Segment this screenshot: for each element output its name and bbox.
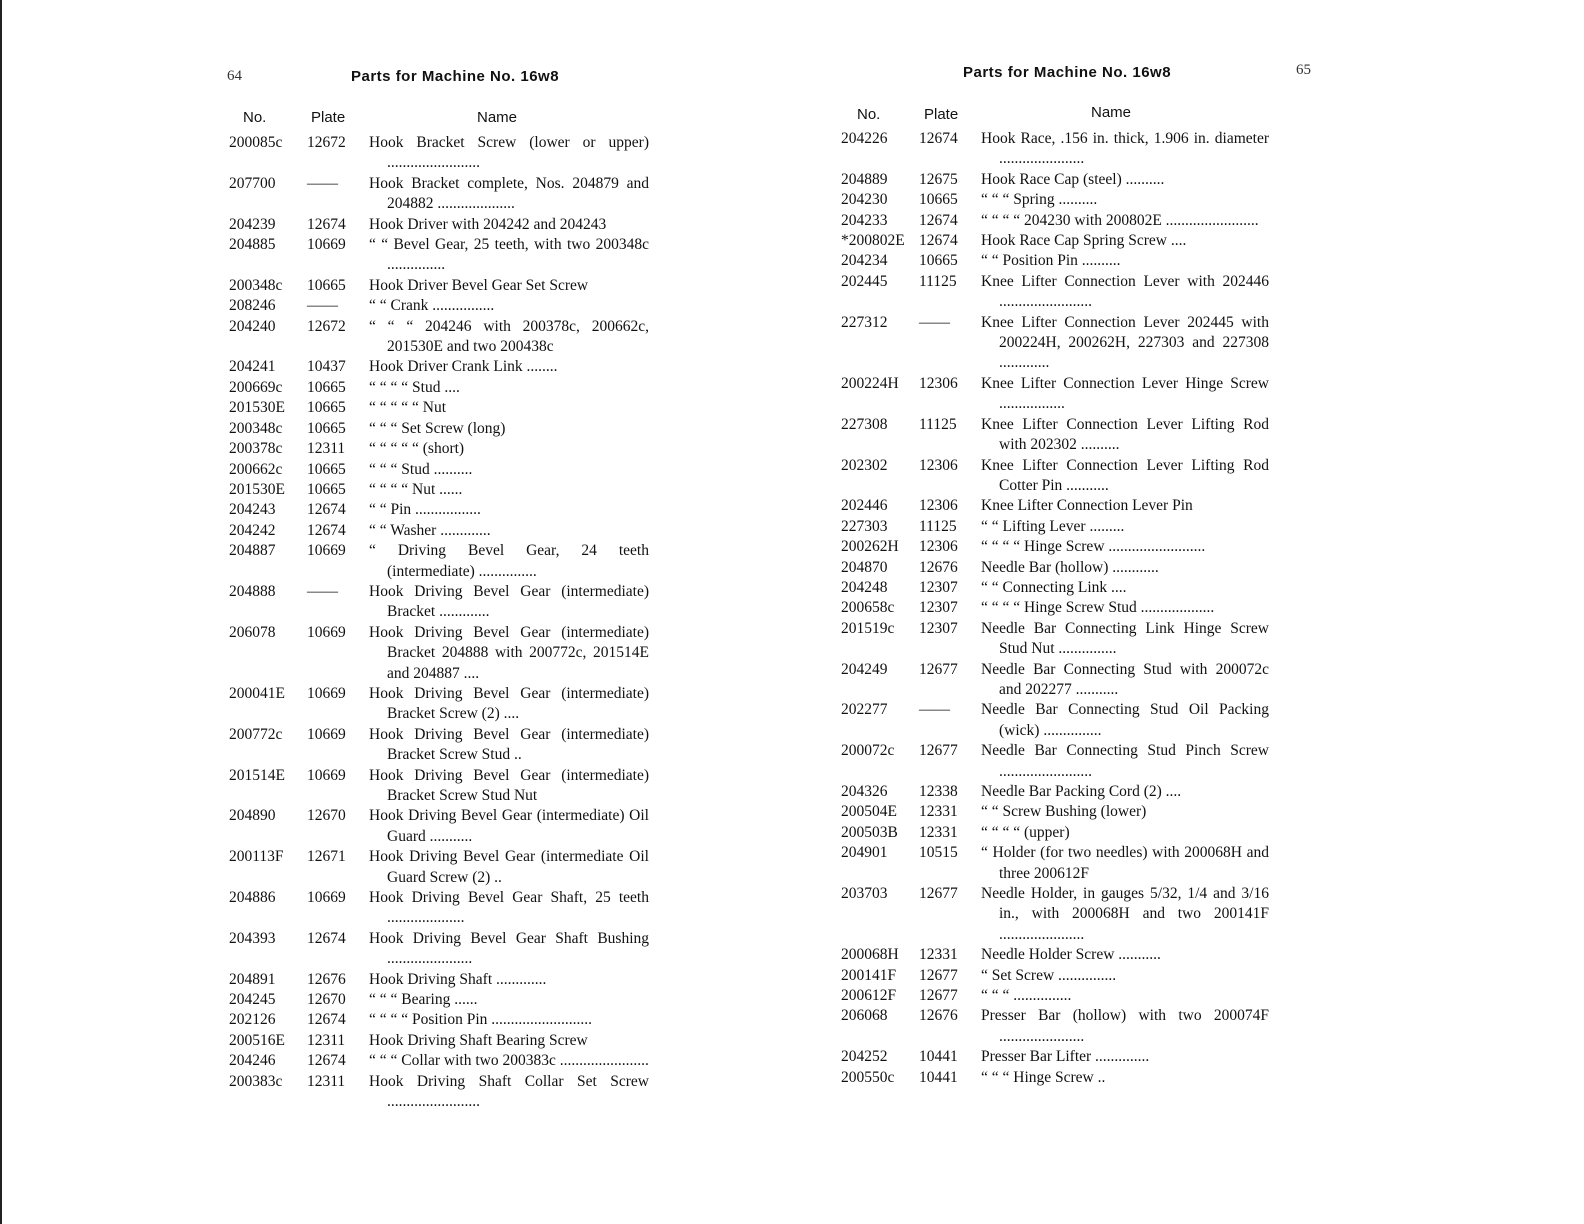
plate-number: 12677 xyxy=(919,742,958,760)
plate-number: 10665 xyxy=(307,399,346,417)
part-number: 204901 xyxy=(841,844,888,862)
plate-number: 12306 xyxy=(919,374,958,392)
part-number: 200669c xyxy=(229,378,283,396)
plate-number: 12674 xyxy=(307,1052,346,1070)
plate-number: 12674 xyxy=(307,929,346,947)
table-row xyxy=(841,782,1269,802)
part-name: Hook Driving Bevel Gear (intermediate) Bracket Screw Stud .. xyxy=(369,725,649,764)
part-name: “ “ Bevel Gear, 25 teeth, with two 200348c ............... xyxy=(369,236,649,274)
part-number: 204241 xyxy=(229,358,276,376)
plate-number: 12307 xyxy=(919,619,958,637)
part-name: Hook Driving Bevel Gear (intermediate) Bracket ............. xyxy=(369,582,649,621)
table-row xyxy=(841,578,1269,598)
table-row xyxy=(229,623,649,684)
plate-number: 10665 xyxy=(307,419,346,437)
part-name: Presser Bar (hollow) with two 200074F ...................... xyxy=(981,1007,1269,1045)
part-name: “ “ “ “ Nut ...... xyxy=(369,480,463,498)
table-row xyxy=(229,766,649,807)
part-number: 204233 xyxy=(841,211,888,229)
part-number: 206078 xyxy=(229,623,276,641)
table-row xyxy=(841,843,1269,884)
part-name: Hook Bracket Screw (lower or upper) ........................ xyxy=(369,134,649,172)
table-row xyxy=(229,521,649,541)
plate-number: 10665 xyxy=(919,191,958,209)
part-name: “ “ “ “ Hinge Screw Stud ................... xyxy=(981,599,1215,617)
plate-number: 11125 xyxy=(919,517,957,535)
part-name: “ “ “ Bearing ...... xyxy=(369,991,478,1009)
table-row xyxy=(229,582,649,623)
plate-number: 12331 xyxy=(919,823,958,841)
part-number: 204870 xyxy=(841,558,888,576)
plate-number: 12670 xyxy=(307,807,346,825)
plate-number: 12331 xyxy=(919,946,958,964)
part-name: Hook Driver with 204242 and 204243 xyxy=(369,215,607,233)
plate-number: 10665 xyxy=(307,276,346,294)
part-name: Needle Bar Connecting Stud Oil Packing (wick) ............... xyxy=(981,701,1269,739)
page-title: Parts for Machine No. 16w8 xyxy=(351,68,560,85)
part-name: Hook Driving Bevel Gear Shaft, 25 teeth .................... xyxy=(369,889,649,927)
plate-number: 12311 xyxy=(307,1072,346,1090)
part-name: Hook Driving Bevel Gear (intermediate) Bracket 204888 with 200772c, 201514E and 204887 .... xyxy=(369,623,649,682)
table-row xyxy=(841,660,1269,701)
part-number: 204252 xyxy=(841,1048,888,1066)
parts-list xyxy=(841,129,1269,1088)
plate-number: 10669 xyxy=(307,236,346,254)
plate-number: 12311 xyxy=(307,1031,346,1049)
table-row xyxy=(841,1068,1269,1088)
part-name: Knee Lifter Connection Lever Hinge Screw ................. xyxy=(981,374,1269,413)
part-number: 204242 xyxy=(229,521,276,539)
part-name: “ “ Screw Bushing (lower) xyxy=(981,803,1147,821)
part-number: 200503B xyxy=(841,823,898,841)
header-no: No. xyxy=(857,106,881,123)
table-row xyxy=(229,276,649,296)
table-row xyxy=(229,1031,649,1051)
plate-number: 10669 xyxy=(307,766,346,784)
part-number: 204887 xyxy=(229,542,276,560)
table-row xyxy=(229,929,649,970)
part-number: 200662c xyxy=(229,460,283,478)
part-number: 200348c xyxy=(229,276,283,294)
part-number: 200612F xyxy=(841,987,897,1005)
table-row xyxy=(229,357,649,377)
part-name: “ “ Washer ............. xyxy=(369,521,491,539)
part-number: 204248 xyxy=(841,578,888,596)
part-number: 200504E xyxy=(841,803,897,821)
table-row xyxy=(841,884,1269,945)
table-row xyxy=(229,439,649,459)
plate-number: 10515 xyxy=(919,844,958,862)
part-number: 204326 xyxy=(841,783,888,800)
table-row xyxy=(841,619,1269,660)
part-number: *200802E xyxy=(841,232,905,250)
part-name: Needle Holder, in gauges 5/32, 1/4 and 3/16 in., with 200068H and two 200141F ...................... xyxy=(981,885,1269,943)
part-number: 204234 xyxy=(841,252,888,270)
plate-number: 12676 xyxy=(919,558,958,576)
plate-number: 10669 xyxy=(307,542,346,560)
plate-number: 12676 xyxy=(307,970,346,988)
parts-list xyxy=(229,133,649,1113)
part-number: 201530E xyxy=(229,480,285,498)
plate-number: —— xyxy=(919,701,950,719)
part-number: 200041E xyxy=(229,684,285,702)
part-name: “ “ Lifting Lever ......... xyxy=(981,517,1125,535)
part-name: Hook Driving Bevel Gear (intermediate) Oil Guard ........... xyxy=(369,807,649,845)
part-name: Hook Bracket complete, Nos. 204879 and 204882 .................... xyxy=(369,174,649,213)
table-row xyxy=(841,823,1269,843)
plate-number: 12677 xyxy=(919,660,958,678)
part-number: 204885 xyxy=(229,236,276,254)
part-name: “ “ “ “ Stud .... xyxy=(369,378,460,396)
part-name: Needle Holder Screw ........... xyxy=(981,946,1161,964)
table-row xyxy=(229,1051,649,1071)
page-number: 64 xyxy=(227,68,242,84)
part-number: 200383c xyxy=(229,1072,283,1090)
plate-number: —— xyxy=(307,582,338,600)
part-name: “ “ “ 204246 with 200378c, 200662c, 201530E and two 200438c xyxy=(369,317,649,356)
part-number: 200516E xyxy=(229,1031,285,1049)
part-name: “ “ “ Set Screw (long) xyxy=(369,419,506,437)
part-number: 204246 xyxy=(229,1052,276,1070)
part-number: 200262H xyxy=(841,538,899,556)
plate-number: 10441 xyxy=(919,1068,958,1086)
part-number: 200378c xyxy=(229,440,283,458)
part-name: “ Set Screw ............... xyxy=(981,966,1117,984)
table-row xyxy=(229,398,649,418)
table-row xyxy=(229,541,649,582)
table-row xyxy=(841,558,1269,578)
table-row xyxy=(841,496,1269,516)
part-name: Hook Driver Crank Link ........ xyxy=(369,358,558,376)
plate-number: 10669 xyxy=(307,725,346,743)
part-number: 206068 xyxy=(841,1007,888,1025)
table-row xyxy=(229,235,649,276)
plate-number: 10665 xyxy=(307,460,346,478)
part-name: “ “ “ Spring .......... xyxy=(981,191,1098,209)
plate-number: —— xyxy=(307,174,338,192)
part-number: 204890 xyxy=(229,807,276,825)
part-number: 208246 xyxy=(229,297,276,315)
part-name: Needle Bar Connecting Link Hinge Screw Stud Nut ............... xyxy=(981,619,1269,658)
left-page xyxy=(229,0,689,1224)
part-name: Hook Driving Shaft Bearing Screw xyxy=(369,1031,588,1049)
part-name: Needle Bar Connecting Stud with 200072c and 202277 ........... xyxy=(981,660,1269,698)
header-plate: Plate xyxy=(311,109,346,126)
part-name: “ “ “ ............... xyxy=(981,987,1072,1005)
part-number: 204891 xyxy=(229,970,276,988)
plate-number: 12306 xyxy=(919,538,958,556)
table-row xyxy=(229,419,649,439)
part-name: “ Driving Bevel Gear, 24 teeth (intermediate) ............... xyxy=(369,542,649,580)
part-number: 200658c xyxy=(841,599,895,617)
plate-number: 12331 xyxy=(919,803,958,821)
part-number: 200141F xyxy=(841,966,897,984)
plate-number: 12674 xyxy=(919,232,958,250)
plate-number: 12307 xyxy=(919,578,958,596)
table-row xyxy=(841,129,1269,170)
table-row xyxy=(229,1010,649,1030)
plate-number: 12677 xyxy=(919,885,958,903)
part-number: 200072c xyxy=(841,742,895,760)
table-row xyxy=(841,251,1269,271)
part-number: 204888 xyxy=(229,582,276,600)
table-row xyxy=(229,317,649,358)
page-title: Parts for Machine No. 16w8 xyxy=(963,64,1172,81)
part-name: Hook Driver Bevel Gear Set Screw xyxy=(369,276,589,294)
plate-number: 12677 xyxy=(919,987,958,1005)
plate-number: 12306 xyxy=(919,456,958,474)
table-row xyxy=(841,1006,1269,1047)
scan-edge xyxy=(0,0,2,1224)
part-name: Hook Race Cap Spring Screw .... xyxy=(981,232,1187,250)
plate-number: 10665 xyxy=(307,480,346,498)
part-number: 203703 xyxy=(841,885,888,903)
table-row xyxy=(229,378,649,398)
part-name: Hook Driving Shaft ............. xyxy=(369,970,547,988)
table-row xyxy=(229,847,649,888)
part-number: 200068H xyxy=(841,946,899,964)
part-name: Needle Bar Connecting Stud Pinch Screw ........................ xyxy=(981,742,1269,780)
header-plate: Plate xyxy=(924,106,959,123)
table-row xyxy=(229,500,649,520)
table-row xyxy=(841,986,1269,1006)
part-name: Needle Bar (hollow) ............ xyxy=(981,558,1159,576)
plate-number: —— xyxy=(919,313,950,331)
part-number: 201519c xyxy=(841,619,895,637)
part-name: Knee Lifter Connection Lever Pin xyxy=(981,497,1193,515)
plate-number: 12338 xyxy=(919,783,958,800)
table-row xyxy=(841,313,1269,374)
table-row xyxy=(841,966,1269,986)
part-name: “ “ “ Collar with two 200383c ....................... xyxy=(369,1052,649,1070)
right-page xyxy=(841,0,1311,1224)
part-number: 202277 xyxy=(841,701,888,719)
plate-number: 12672 xyxy=(307,317,346,335)
plate-number: 12307 xyxy=(919,599,958,617)
table-row xyxy=(229,684,649,725)
plate-number: 12674 xyxy=(919,130,958,147)
part-name: “ “ “ “ “ (short) xyxy=(369,440,465,458)
table-row xyxy=(841,190,1269,210)
part-number: 204889 xyxy=(841,170,888,188)
plate-number: 10669 xyxy=(307,684,346,702)
part-number: 202446 xyxy=(841,497,888,515)
plate-number: 12672 xyxy=(307,134,346,151)
part-number: 200348c xyxy=(229,419,283,437)
table-row xyxy=(229,725,649,766)
part-number: 202302 xyxy=(841,456,888,474)
plate-number: 12674 xyxy=(307,215,346,233)
part-name: “ Holder (for two needles) with 200068H and three 200612F xyxy=(981,844,1269,882)
table-row xyxy=(841,802,1269,822)
plate-number: 10441 xyxy=(919,1048,958,1066)
table-row xyxy=(229,888,649,929)
part-number: 227303 xyxy=(841,517,888,535)
part-name: “ “ “ “ “ Nut xyxy=(369,399,447,417)
part-number: 202445 xyxy=(841,272,888,290)
part-number: 207700 xyxy=(229,174,276,192)
part-name: Hook Driving Bevel Gear (intermediate) Bracket Screw Stud Nut xyxy=(369,766,649,804)
part-number: 204230 xyxy=(841,191,888,209)
table-row xyxy=(841,415,1269,456)
part-number: 204240 xyxy=(229,317,276,335)
table-row xyxy=(841,211,1269,231)
header-no: No. xyxy=(243,109,267,126)
table-row xyxy=(841,1047,1269,1067)
part-number: 227312 xyxy=(841,313,888,331)
table-row xyxy=(841,517,1269,537)
header-name: Name xyxy=(1091,104,1132,121)
table-row xyxy=(841,537,1269,557)
part-number: 200085c xyxy=(229,134,283,151)
part-number: 204245 xyxy=(229,991,276,1009)
plate-number: 12671 xyxy=(307,848,346,866)
part-name: “ “ “ “ Position Pin .......................... xyxy=(369,1011,593,1029)
part-name: Hook Race Cap (steel) .......... xyxy=(981,170,1165,188)
plate-number: 12674 xyxy=(307,521,346,539)
part-name: Knee Lifter Connection Lever Lifting Rod with 202302 .......... xyxy=(981,415,1269,454)
part-number: 204226 xyxy=(841,130,888,147)
header-name: Name xyxy=(477,109,518,126)
plate-number: —— xyxy=(307,297,338,315)
table-row xyxy=(229,215,649,235)
part-name: “ “ Connecting Link .... xyxy=(981,578,1127,596)
part-name: Hook Driving Bevel Gear (intermediate Oil Guard Screw (2) .. xyxy=(369,848,649,886)
part-number: 204243 xyxy=(229,501,276,519)
part-name: Knee Lifter Connection Lever Lifting Rod Cotter Pin ........... xyxy=(981,456,1269,494)
part-number: 201530E xyxy=(229,399,285,417)
part-name: Needle Bar Packing Cord (2) .... xyxy=(981,783,1182,800)
table-row xyxy=(841,700,1269,741)
part-number: 201514E xyxy=(229,766,285,784)
part-name: Hook Driving Shaft Collar Set Screw ........................ xyxy=(369,1072,649,1111)
table-row xyxy=(841,741,1269,782)
part-name: “ “ “ “ 204230 with 200802E ........................ xyxy=(981,211,1259,229)
plate-number: 11125 xyxy=(919,272,957,290)
plate-number: 12677 xyxy=(919,966,958,984)
plate-number: 12674 xyxy=(307,1011,346,1029)
plate-number: 10665 xyxy=(919,252,958,270)
part-name: Hook Driving Bevel Gear (intermediate) Bracket Screw (2) .... xyxy=(369,684,649,723)
table-row xyxy=(841,170,1269,190)
table-row xyxy=(841,231,1269,251)
table-row xyxy=(841,456,1269,497)
part-number: 202126 xyxy=(229,1011,276,1029)
part-name: “ “ “ “ (upper) xyxy=(981,823,1070,841)
plate-number: 12306 xyxy=(919,497,958,515)
part-name: Knee Lifter Connection Lever with 202446 ........................ xyxy=(981,272,1269,311)
plate-number: 12670 xyxy=(307,991,346,1009)
part-number: 204886 xyxy=(229,889,276,907)
plate-number: 12676 xyxy=(919,1007,958,1025)
part-name: Presser Bar Lifter .............. xyxy=(981,1048,1150,1066)
table-row xyxy=(229,1072,649,1113)
plate-number: 12675 xyxy=(919,170,958,188)
plate-number: 12674 xyxy=(919,211,958,229)
table-row xyxy=(841,598,1269,618)
page-number: 65 xyxy=(1296,62,1311,78)
table-row xyxy=(229,296,649,316)
table-row xyxy=(229,174,649,215)
plate-number: 12674 xyxy=(307,501,346,519)
part-number: 200113F xyxy=(229,848,284,866)
part-name: Knee Lifter Connection Lever 202445 with 200224H, 200262H, 227303 and 227308 ............. xyxy=(981,313,1269,372)
table-row xyxy=(229,460,649,480)
part-name: “ “ Pin ................. xyxy=(369,501,481,519)
table-row xyxy=(229,970,649,990)
table-row xyxy=(229,133,649,174)
part-number: 200550c xyxy=(841,1068,895,1086)
plate-number: 10669 xyxy=(307,623,346,641)
table-row xyxy=(229,990,649,1010)
plate-number: 10437 xyxy=(307,358,346,376)
part-name: “ “ “ Hinge Screw .. xyxy=(981,1068,1106,1086)
part-number: 204239 xyxy=(229,215,276,233)
part-number: 227308 xyxy=(841,415,888,433)
table-row xyxy=(229,806,649,847)
part-name: “ “ Position Pin .......... xyxy=(981,252,1121,270)
part-name: “ “ “ Stud .......... xyxy=(369,460,473,478)
table-row xyxy=(841,272,1269,313)
plate-number: 11125 xyxy=(919,415,957,433)
part-number: 200224H xyxy=(841,374,899,392)
plate-number: 10665 xyxy=(307,378,346,396)
part-name: Hook Race, .156 in. thick, 1.906 in. diameter ...................... xyxy=(981,130,1269,168)
part-name: “ “ “ “ Hinge Screw ......................... xyxy=(981,538,1206,556)
part-number: 204393 xyxy=(229,929,276,947)
part-name: “ “ Crank ................ xyxy=(369,297,495,315)
plate-number: 10669 xyxy=(307,889,346,907)
part-number: 204249 xyxy=(841,660,888,678)
table-row xyxy=(841,945,1269,965)
plate-number: 12311 xyxy=(307,440,346,458)
table-row xyxy=(229,480,649,500)
part-number: 200772c xyxy=(229,725,283,743)
part-name: Hook Driving Bevel Gear Shaft Bushing ...................... xyxy=(369,929,649,968)
table-row xyxy=(841,374,1269,415)
